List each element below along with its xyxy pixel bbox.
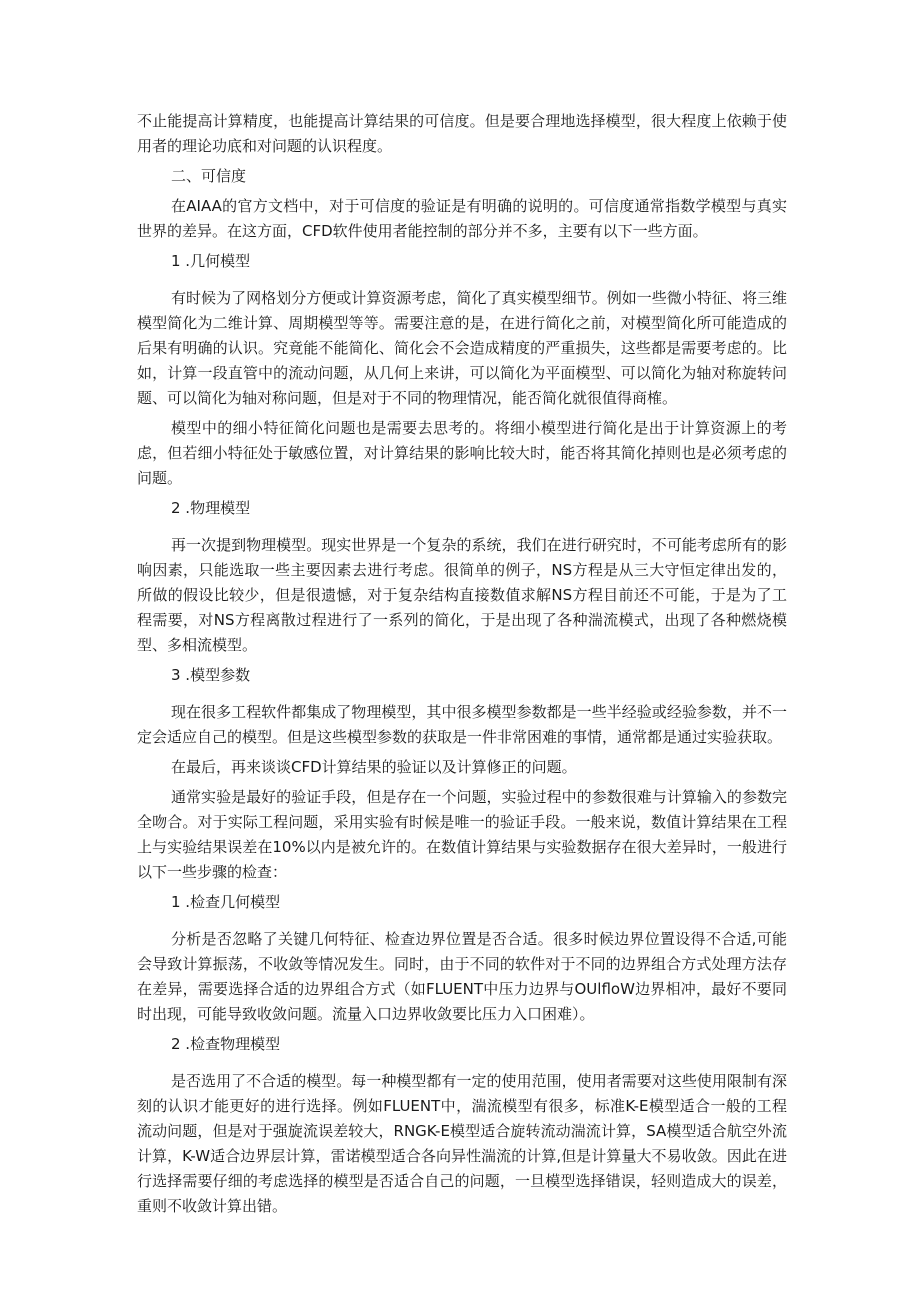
paragraph-small-features: 模型中的细小特征简化问题也是需要去思考的。将细小模型进行简化是出于计算资源上的考虑，但若细小特征处于敏感位置，对计算结果的影响比较大时，能否将其简化掉则也是必须考虑的问题。 (137, 419, 787, 487)
paragraph-experiment-validation: 通常实验是最好的验证手段，但是存在一个问题，实验过程中的参数很难与计算输入的参数完全吻合。对于实际工程问题，采用实验有时候是唯一的验证手段。一般来说，数值计算结果在工程上与实验结果误差在10%以内是被允许的。在数值计算结果与实验数据存在很大差异时，一般进行以下一些步骤的检查： (137, 788, 787, 881)
paragraph-check-physics: 是否选用了不合适的模型。每一种模型都有一定的使用范围，使用者需要对这些使用限制有深刻的认识才能更好的进行选择。例如FLUENT中，湍流模型有很多，标准K-E模型适合一般的工程流动问题，但是对于强旋流误差较大，RNGK-E模型适合旋转流动湍流计算，SA模型适合航空外流计算，K-W适合边界层计算，雷诺模型适合各向异性湍流的计算,但是计算量大不易收敛。因此在进行选择需要仔细的考虑选择的模型是否适合自己的问题，一旦模型选择错误，轻则造成大的误差，重则不收敛计算出错。 (137, 1072, 787, 1215)
subheading-geometry-model: 1 .几何模型 (171, 252, 251, 270)
paragraph-model-parameters: 现在很多工程软件都集成了物理模型，其中很多模型参数都是一些半经验或经验参数，并不一定会适应自己的模型。但是这些模型参数的获取是一件非常困难的事情，通常都是通过实验获取。 (137, 703, 787, 746)
subheading-physical-model: 2 .物理模型 (171, 499, 251, 517)
paragraph-cfd-validation-intro: 在最后，再来谈谈CFD计算结果的验证以及计算修正的问题。 (171, 758, 577, 776)
section-heading-credibility: 二、可信度 (171, 167, 247, 185)
paragraph-geometry-simplification: 有时候为了网格划分方便或计算资源考虑，简化了真实模型细节。例如一些微小特征、将三维模型简化为二维计算、周期模型等等。需要注意的是，在进行简化之前，对模型简化所可能造成的后果有明确的认识。究竟能不能简化、简化会不会造成精度的严重损失，这些都是需要考虑的。比如，计算一段直管中的流动问题，从几何上来讲，可以简化为平面模型、可以简化为轴对称旋转问题、可以简化为轴对称问题，但是对于不同的物理情况，能否简化就很值得商榷。 (137, 289, 787, 407)
paragraph-credibility-definition: 在AIAA的官方文档中，对于可信度的验证是有明确的说明的。可信度通常指数学模型与真实世界的差异。在这方面，CFD软件使用者能控制的部分并不多，主要有以下一些方面。 (137, 197, 787, 240)
subheading-check-physics: 2 .检查物理模型 (171, 1035, 281, 1053)
subheading-model-parameters: 3 .模型参数 (171, 666, 251, 684)
paragraph-physical-model: 再一次提到物理模型。现实世界是一个复杂的系统，我们在进行研究时，不可能考虑所有的影响因素，只能选取一些主要因素去进行考虑。很简单的例子，NS方程是从三大守恒定律出发的，所做的假设比较少，但是很遗憾，对于复杂结构直接数值求解NS方程目前还不可能，于是为了工程需要，对NS方程离散过程进行了一系列的简化，于是出现了各种湍流模式，出现了各种燃烧模型、多相流模型。 (137, 536, 787, 654)
document-page (137, 109, 787, 1224)
paragraph-intro-continuation: 不止能提高计算精度，也能提高计算结果的可信度。但是要合理地选择模型，很大程度上依赖于使用者的理论功底和对问题的认识程度。 (137, 112, 787, 155)
subheading-check-geometry: 1 .检查几何模型 (171, 893, 281, 911)
paragraph-check-geometry: 分析是否忽略了关键几何特征、检查边界位置是否合适。很多时候边界位置设得不合适,可能会导致计算振荡，不收敛等情况发生。同时，由于不同的软件对于不同的边界组合方式处理方法存在差异，需要选择合适的边界组合方式（如FLUENT中压力边界与OUlfloW边界相冲，最好不要同时出现，可能导致收敛问题。流量入口边界收敛要比压力入口困难）。 (137, 930, 787, 1023)
